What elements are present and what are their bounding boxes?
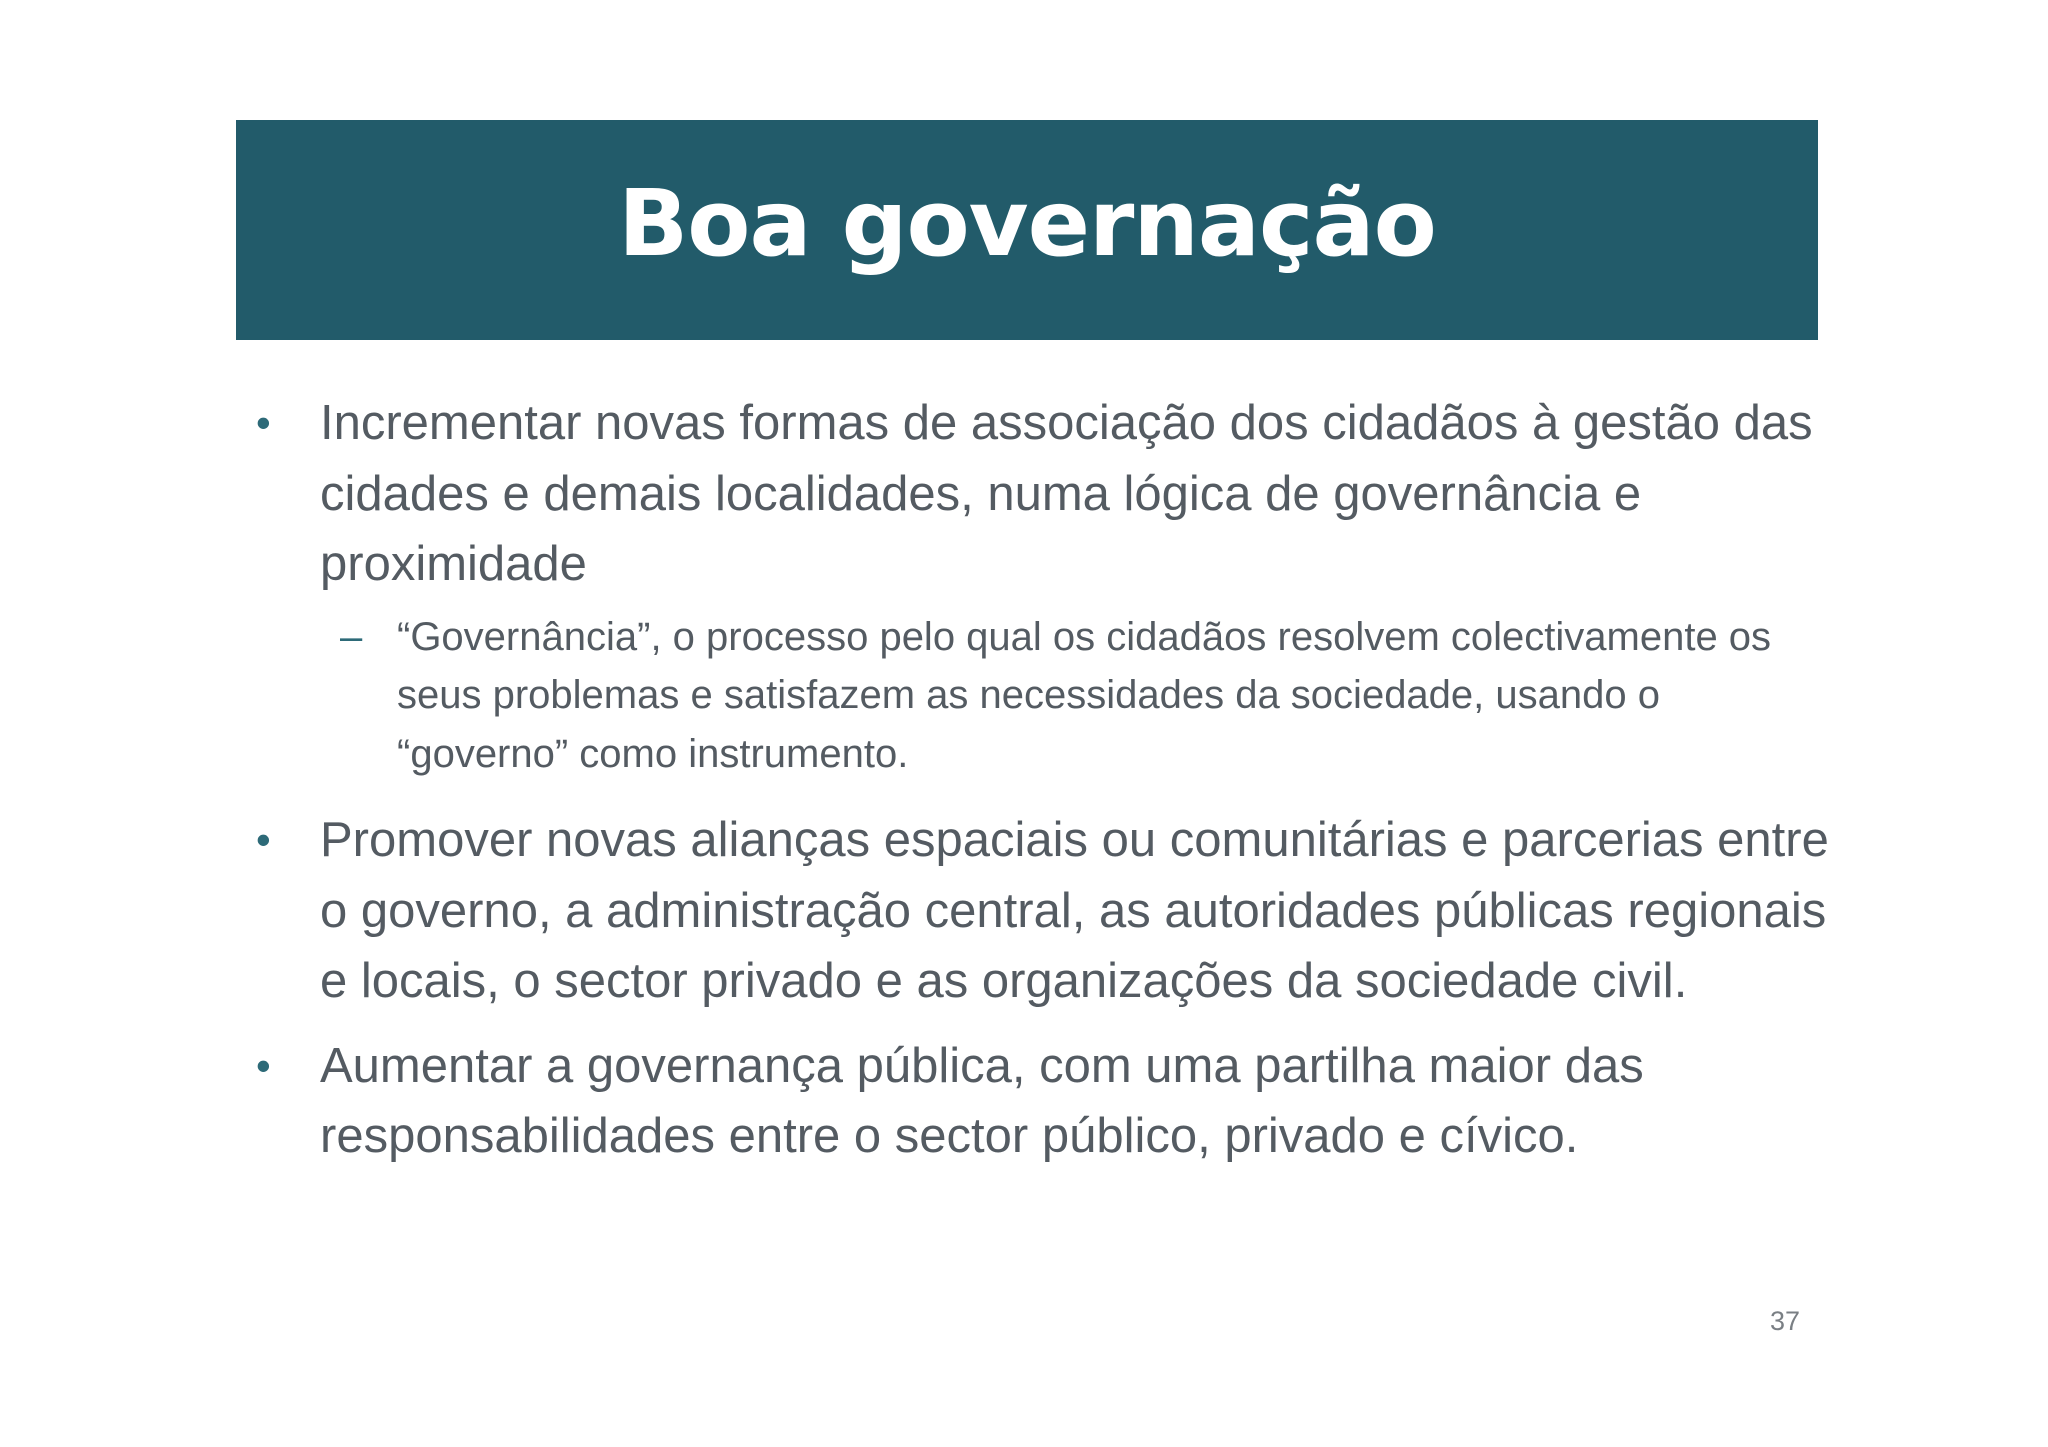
bullet-text: Aumentar a governança pública, com uma partilha maior das responsabilidades entre o sector público, privado e cívico.: [320, 1038, 1644, 1163]
sub-bullet-item: [252, 608, 1832, 784]
bullet-item: [252, 805, 1832, 1017]
slide-title: Boa governação: [618, 170, 1436, 277]
bullet-marker: •: [256, 816, 271, 863]
bullet-item: [252, 388, 1832, 600]
title-bar: [236, 120, 1818, 340]
slide-content: [252, 388, 1832, 1186]
bullet-text: Promover novas alianças espaciais ou comunitárias e parcerias entre o governo, a administração central, as autoridades públicas regionais e locais, o sector privado e as organizações da sociedade civil.: [320, 813, 1829, 1008]
bullet-marker: •: [256, 1041, 271, 1089]
bullet-marker: •: [256, 399, 271, 446]
sub-bullet-marker: –: [340, 614, 363, 659]
sub-bullet-text: “Governância”, o processo pelo qual os cidadãos resolvem colectivamente os seus problemas e satisfazem as necessidades da sociedade, usando o “governo” como instrumento.: [397, 614, 1772, 776]
bullet-text: Incrementar novas formas de associação dos cidadãos à gestão das cidades e demais localidades, numa lógica de governância e proximidade: [320, 396, 1813, 591]
page-number: 37: [1769, 1306, 1800, 1336]
bullet-item: [252, 1031, 1832, 1172]
